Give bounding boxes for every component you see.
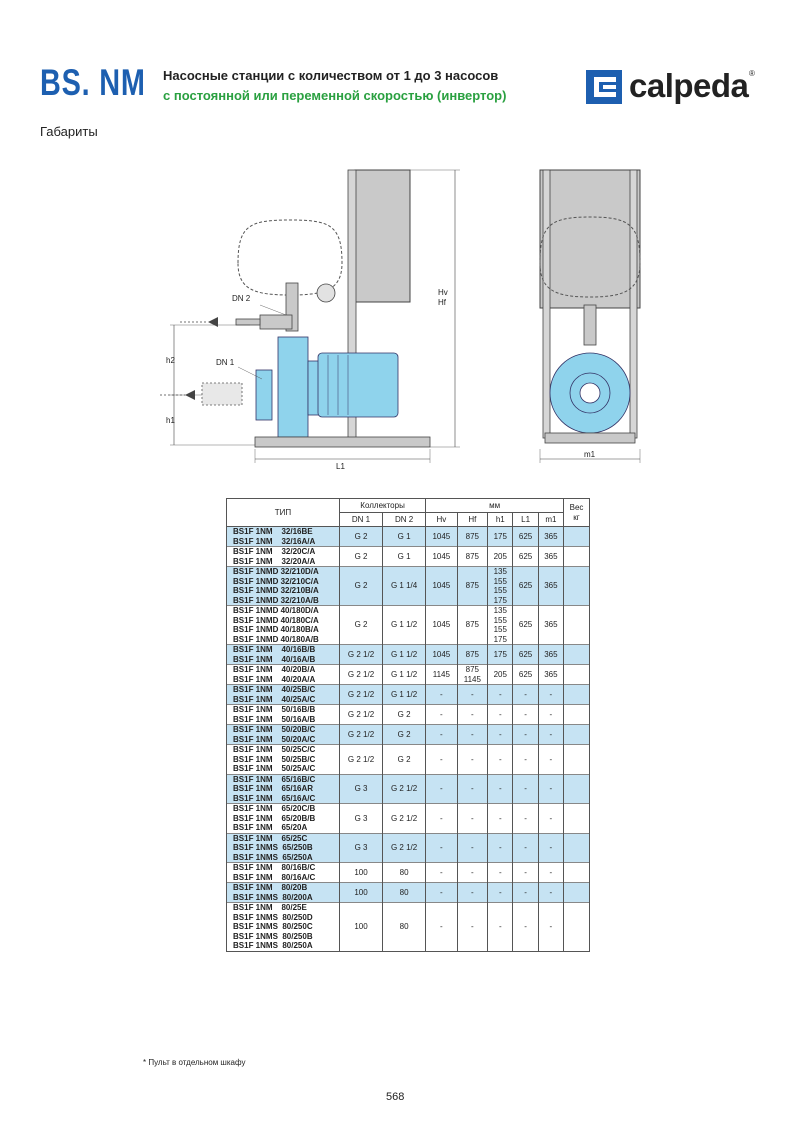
col-dn2-header: DN 2: [383, 513, 426, 527]
cell-w: [564, 883, 590, 903]
cell-w: [564, 665, 590, 685]
hv-label: Hv: [438, 288, 448, 297]
cell-m1: 365: [538, 645, 563, 665]
cell-l1: 625: [513, 567, 538, 606]
table-row: [227, 567, 590, 606]
cell-hf: -: [457, 774, 488, 804]
cell-w: [564, 547, 590, 567]
weight-label: Вес: [569, 503, 584, 512]
table-row: [227, 547, 590, 567]
cell-dn2: G 1: [383, 547, 426, 567]
table-row: [227, 645, 590, 665]
cell-dn2: G 2 1/2: [383, 774, 426, 804]
cell-dn1: G 3: [340, 774, 383, 804]
cell-m1: -: [538, 774, 563, 804]
cell-hv: 1045: [426, 527, 457, 547]
cell-dn2: G 2: [383, 745, 426, 775]
cell-hf: 875: [457, 567, 488, 606]
table-row: [227, 527, 590, 547]
cell-dn1: G 2 1/2: [340, 665, 383, 685]
cell-m1: 365: [538, 567, 563, 606]
table-row: [227, 725, 590, 745]
cell-dn2: G 1 1/2: [383, 645, 426, 665]
table-row: [227, 833, 590, 863]
cell-l1: 625: [513, 645, 538, 665]
brand-title: BS. NM: [40, 62, 146, 103]
cell-m1: 365: [538, 547, 563, 567]
footnote: * Пульт в отдельном шкафу: [143, 1058, 246, 1067]
cell-h1: 175: [488, 527, 513, 547]
cell-hv: -: [426, 774, 457, 804]
cell-m1: -: [538, 833, 563, 863]
table-row: [227, 685, 590, 705]
cell-h1: -: [488, 804, 513, 834]
cell-type: BS1F 1NM 65/20C/B BS1F 1NM 65/20B/B BS1F 1NM 65/20A: [227, 804, 340, 834]
cell-h1: 135 155 155 175: [488, 606, 513, 645]
cell-hv: 1045: [426, 567, 457, 606]
col-type-header: ТИП: [227, 499, 340, 527]
table-row: [227, 903, 590, 952]
cell-l1: -: [513, 745, 538, 775]
m1-label: m1: [584, 450, 596, 459]
cell-hf: 875 1145: [457, 665, 488, 685]
cell-m1: -: [538, 685, 563, 705]
l1-label: L1: [336, 462, 345, 471]
table-row: [227, 665, 590, 685]
col-l1-header: L1: [513, 513, 538, 527]
cell-m1: 365: [538, 665, 563, 685]
cell-hf: -: [457, 725, 488, 745]
cell-type: BS1F 1NM 80/25E BS1F 1NMS 80/250D BS1F 1NMS 80/250C BS1F 1NMS 80/250B BS1F 1NMS 80/250A: [227, 903, 340, 952]
page-subtitle: с постоянной или переменной скоростью (инвертор): [163, 88, 507, 103]
cell-dn2: G 1 1/2: [383, 665, 426, 685]
cell-hf: -: [457, 705, 488, 725]
cell-dn2: G 1 1/2: [383, 606, 426, 645]
cell-l1: 625: [513, 527, 538, 547]
cell-w: [564, 745, 590, 775]
col-hv-header: Hv: [426, 513, 457, 527]
cell-hv: 1045: [426, 645, 457, 665]
cell-l1: 625: [513, 665, 538, 685]
logo-text: calpeda: [629, 67, 749, 104]
cell-dn1: 100: [340, 903, 383, 952]
cell-dn2: G 1: [383, 527, 426, 547]
table-row: [227, 774, 590, 804]
dn2-label: DN 2: [232, 294, 251, 303]
table-row: [227, 863, 590, 883]
cell-type: BS1F 1NM 40/16B/B BS1F 1NM 40/16A/B: [227, 645, 340, 665]
calpeda-logo: [586, 67, 766, 106]
cell-hv: -: [426, 804, 457, 834]
cell-type: BS1F 1NM 32/20C/A BS1F 1NM 32/20A/A: [227, 547, 340, 567]
cell-h1: -: [488, 705, 513, 725]
dn1-label: DN 1: [216, 358, 235, 367]
cell-type: BS1F 1NMD 32/210D/A BS1F 1NMD 32/210C/A BS1F 1NMD 32/210B/A BS1F 1NMD 32/210A/B: [227, 567, 340, 606]
cell-h1: -: [488, 883, 513, 903]
cell-hv: 1145: [426, 665, 457, 685]
cell-dn1: G 2: [340, 606, 383, 645]
cell-hv: -: [426, 903, 457, 952]
cell-w: [564, 903, 590, 952]
cell-dn2: G 2: [383, 705, 426, 725]
cell-hf: -: [457, 804, 488, 834]
cell-dn2: 80: [383, 903, 426, 952]
weight-unit: кг: [573, 512, 580, 522]
cell-h1: 175: [488, 645, 513, 665]
cell-hv: -: [426, 863, 457, 883]
cell-l1: -: [513, 883, 538, 903]
cell-hv: 1045: [426, 606, 457, 645]
cell-dn1: G 2 1/2: [340, 745, 383, 775]
cell-hf: 875: [457, 606, 488, 645]
h1-label: h1: [166, 416, 175, 425]
cell-dn1: 100: [340, 883, 383, 903]
cell-l1: -: [513, 705, 538, 725]
cell-hf: -: [457, 745, 488, 775]
table-body: [227, 527, 590, 952]
cell-m1: -: [538, 903, 563, 952]
cell-dn1: G 2 1/2: [340, 685, 383, 705]
cell-h1: -: [488, 774, 513, 804]
cell-w: [564, 725, 590, 745]
cell-m1: 365: [538, 527, 563, 547]
cell-h1: 205: [488, 547, 513, 567]
cell-h1: 135 155 155 175: [488, 567, 513, 606]
hf-label: Hf: [438, 298, 446, 307]
cell-type: BS1F 1NM 50/16B/B BS1F 1NM 50/16A/B: [227, 705, 340, 725]
table-row: [227, 606, 590, 645]
cell-hf: -: [457, 883, 488, 903]
cell-m1: -: [538, 745, 563, 775]
cell-w: [564, 705, 590, 725]
page-number: 568: [386, 1091, 405, 1103]
cell-w: [564, 833, 590, 863]
cell-dn2: 80: [383, 863, 426, 883]
cell-hv: -: [426, 833, 457, 863]
col-m1-header: m1: [538, 513, 563, 527]
cell-w: [564, 685, 590, 705]
cell-hv: -: [426, 725, 457, 745]
cell-dn1: G 3: [340, 804, 383, 834]
cell-l1: -: [513, 685, 538, 705]
cell-type: BS1F 1NM 65/16B/C BS1F 1NM 65/16AR BS1F 1NM 65/16A/C: [227, 774, 340, 804]
col-mm-header: мм: [426, 499, 564, 513]
table-row: [227, 883, 590, 903]
cell-dn1: G 2: [340, 567, 383, 606]
cell-dn1: G 2 1/2: [340, 645, 383, 665]
cell-w: [564, 606, 590, 645]
cell-m1: -: [538, 725, 563, 745]
cell-type: BS1F 1NM 50/20B/C BS1F 1NM 50/20A/C: [227, 725, 340, 745]
cell-w: [564, 774, 590, 804]
col-weight-header: [564, 499, 590, 527]
cell-dn1: G 2: [340, 547, 383, 567]
table-row: [227, 705, 590, 725]
cell-h1: -: [488, 903, 513, 952]
cell-l1: -: [513, 833, 538, 863]
cell-type: BS1F 1NM 50/25C/C BS1F 1NM 50/25B/C BS1F 1NM 50/25A/C: [227, 745, 340, 775]
cell-type: BS1F 1NM 80/16B/C BS1F 1NM 80/16A/C: [227, 863, 340, 883]
cell-hf: 875: [457, 645, 488, 665]
cell-type: BS1F 1NM 65/25C BS1F 1NMS 65/250B BS1F 1NMS 65/250A: [227, 833, 340, 863]
cell-dn2: G 2 1/2: [383, 833, 426, 863]
cell-hf: -: [457, 863, 488, 883]
cell-hv: -: [426, 705, 457, 725]
cell-type: BS1F 1NM 80/20B BS1F 1NMS 80/200A: [227, 883, 340, 903]
dimension-drawing: [150, 165, 650, 475]
cell-m1: -: [538, 883, 563, 903]
side-view: [160, 170, 460, 471]
cell-dn2: G 1 1/4: [383, 567, 426, 606]
cell-m1: -: [538, 863, 563, 883]
table-row: [227, 745, 590, 775]
calpeda-logo-icon: [586, 70, 622, 104]
cell-hv: -: [426, 745, 457, 775]
cell-l1: -: [513, 804, 538, 834]
cell-m1: 365: [538, 606, 563, 645]
cell-l1: -: [513, 863, 538, 883]
cell-h1: -: [488, 863, 513, 883]
cell-dn1: G 2 1/2: [340, 725, 383, 745]
cell-hf: -: [457, 833, 488, 863]
cell-hf: 875: [457, 547, 488, 567]
h2-label: h2: [166, 356, 175, 365]
cell-hf: -: [457, 903, 488, 952]
cell-h1: 205: [488, 665, 513, 685]
cell-dn1: G 3: [340, 833, 383, 863]
cell-w: [564, 863, 590, 883]
cell-hf: 875: [457, 527, 488, 547]
cell-dn1: G 2 1/2: [340, 705, 383, 725]
cell-type: BS1F 1NM 32/16BE BS1F 1NM 32/16A/A: [227, 527, 340, 547]
front-view: [540, 170, 640, 463]
cell-h1: -: [488, 745, 513, 775]
cell-dn2: G 1 1/2: [383, 685, 426, 705]
cell-h1: -: [488, 685, 513, 705]
cell-dn2: G 2: [383, 725, 426, 745]
cell-m1: -: [538, 804, 563, 834]
cell-dn2: G 2 1/2: [383, 804, 426, 834]
col-collectors-header: Коллекторы: [340, 499, 426, 513]
section-title: Габариты: [40, 124, 98, 139]
cell-h1: -: [488, 725, 513, 745]
cell-hv: -: [426, 685, 457, 705]
cell-m1: -: [538, 705, 563, 725]
cell-w: [564, 645, 590, 665]
registered-mark: ®: [749, 69, 755, 78]
table-row: [227, 804, 590, 834]
cell-dn1: G 2: [340, 527, 383, 547]
cell-hv: -: [426, 883, 457, 903]
cell-h1: -: [488, 833, 513, 863]
cell-type: BS1F 1NM 40/20B/A BS1F 1NM 40/20A/A: [227, 665, 340, 685]
cell-l1: 625: [513, 547, 538, 567]
cell-type: BS1F 1NM 40/25B/C BS1F 1NM 40/25A/C: [227, 685, 340, 705]
col-hf-header: Hf: [457, 513, 488, 527]
cell-w: [564, 567, 590, 606]
cell-type: BS1F 1NMD 40/180D/A BS1F 1NMD 40/180C/A BS1F 1NMD 40/180B/A BS1F 1NMD 40/180A/B: [227, 606, 340, 645]
cell-w: [564, 804, 590, 834]
cell-l1: -: [513, 725, 538, 745]
cell-dn2: 80: [383, 883, 426, 903]
col-h1-header: h1: [488, 513, 513, 527]
cell-hf: -: [457, 685, 488, 705]
dimensions-table: [226, 498, 590, 952]
cell-dn1: 100: [340, 863, 383, 883]
cell-l1: -: [513, 774, 538, 804]
cell-l1: 625: [513, 606, 538, 645]
cell-l1: -: [513, 903, 538, 952]
cell-w: [564, 527, 590, 547]
page-title: Насосные станции с количеством от 1 до 3 насосов: [163, 68, 499, 83]
cell-hv: 1045: [426, 547, 457, 567]
col-dn1-header: DN 1: [340, 513, 383, 527]
